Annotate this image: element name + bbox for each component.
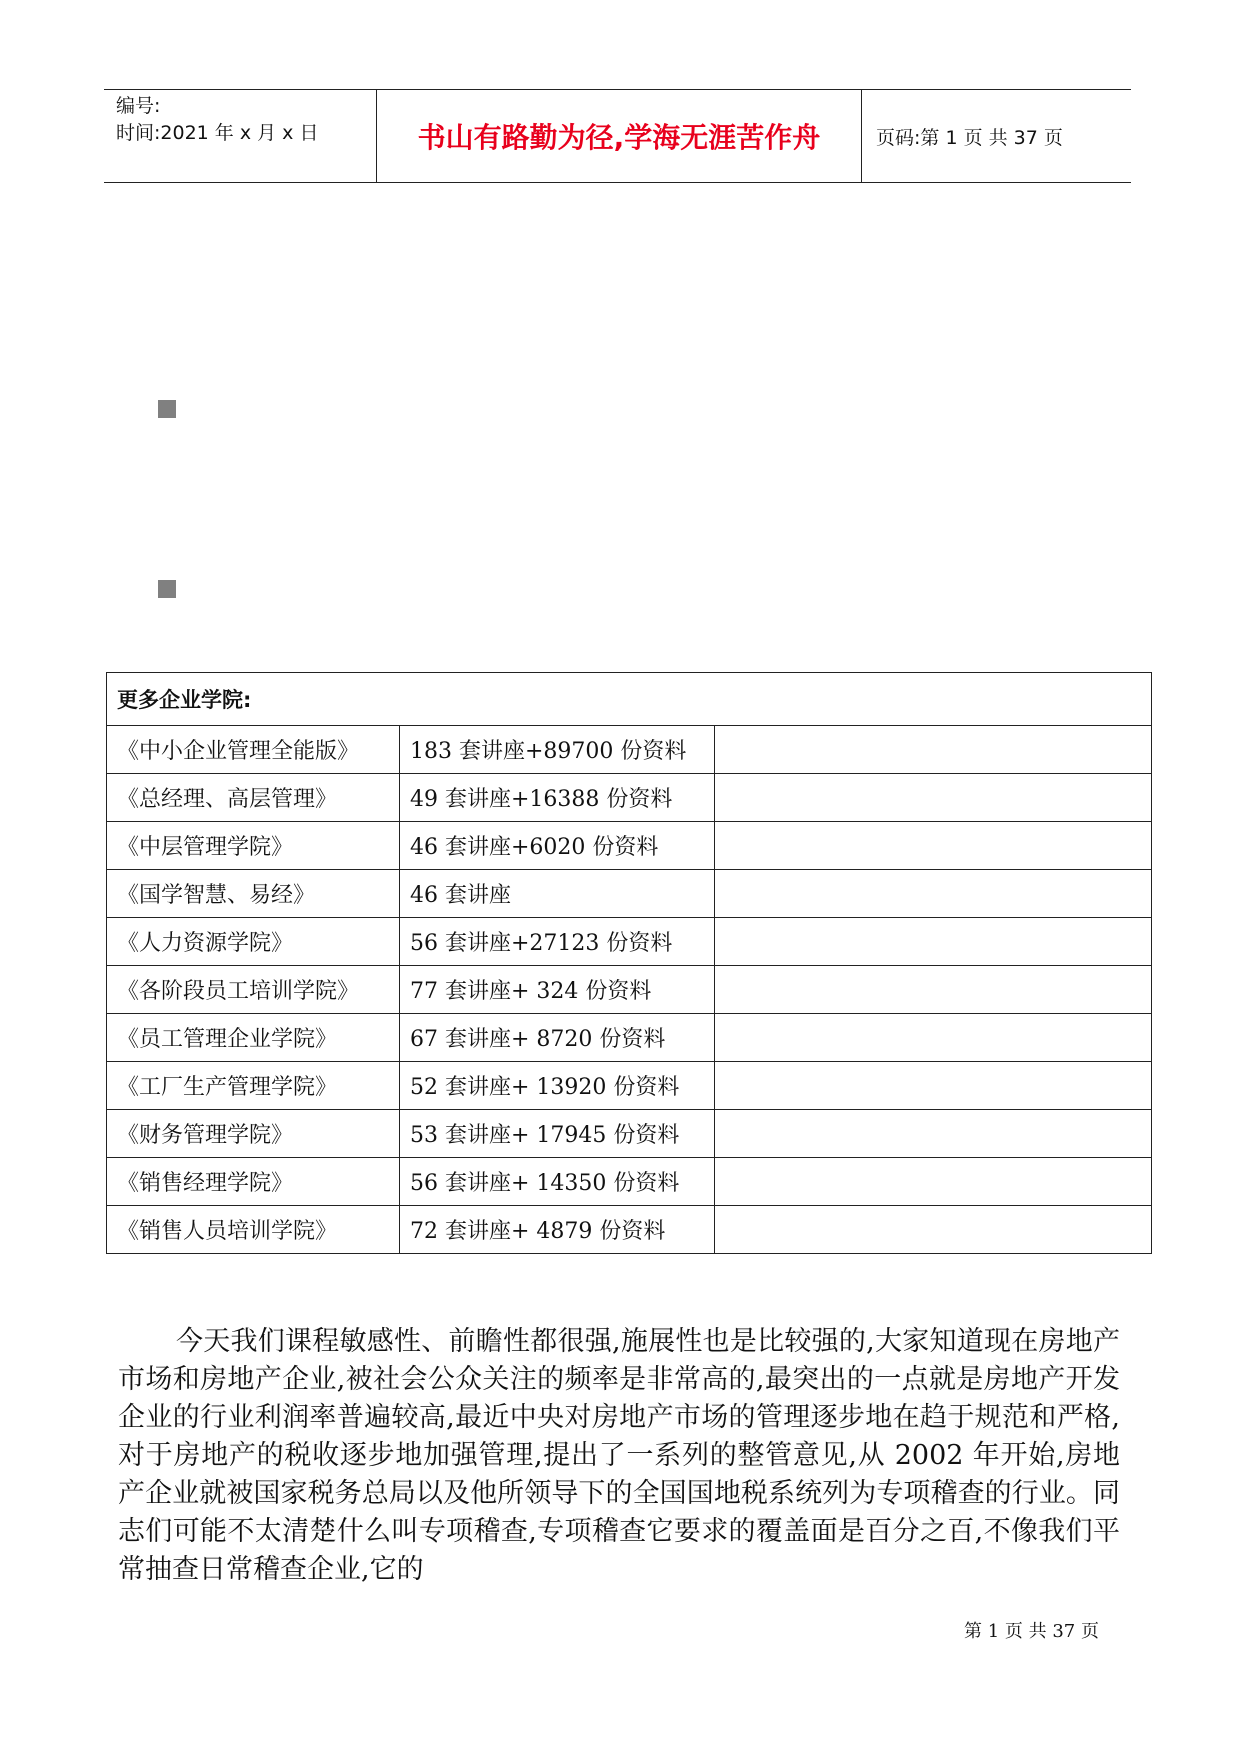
course-name: 《员工管理企业学院》 (107, 1014, 400, 1062)
course-extra (715, 870, 1152, 918)
body-paragraph: 今天我们课程敏感性、前瞻性都很强,施展性也是比较强的,大家知道现在房地产市场和房地产企业,被社会公众关注的频率是非常高的,最突出的一点就是房地产开发企业的行业利润率普遍较高,最近中央对房地产市场的管理逐步地在趋于规范和严格,对于房地产的税收逐步地加强管理,提出了一系列的整管意见,从 2002 年开始,房地产企业就被国家税务总局以及他所领导下的全国国地税系统列为专项稽查的行业。同志们可能不太清楚什么叫专项稽查,专项稽查它要求的覆盖面是百分之百,不像我们平常抽查日常稽查企业,它的 (118, 1326, 1120, 1585)
course-extra (715, 1110, 1152, 1158)
course-detail: 72 套讲座+ 4879 份资料 (400, 1206, 715, 1254)
course-detail: 46 套讲座 (400, 870, 715, 918)
course-detail: 53 套讲座+ 17945 份资料 (400, 1110, 715, 1158)
course-detail: 183 套讲座+89700 份资料 (400, 726, 715, 774)
course-detail: 46 套讲座+6020 份资料 (400, 822, 715, 870)
course-detail: 77 套讲座+ 324 份资料 (400, 966, 715, 1014)
course-name: 《各阶段员工培训学院》 (107, 966, 400, 1014)
table-row (107, 918, 1152, 966)
course-extra (715, 822, 1152, 870)
course-extra (715, 774, 1152, 822)
course-name: 《中层管理学院》 (107, 822, 400, 870)
course-detail: 67 套讲座+ 8720 份资料 (400, 1014, 715, 1062)
course-detail: 56 套讲座+ 14350 份资料 (400, 1158, 715, 1206)
course-extra (715, 1062, 1152, 1110)
table-row (107, 1110, 1152, 1158)
square-bullet-icon (158, 400, 176, 418)
table-row (107, 1062, 1152, 1110)
course-table (106, 672, 1152, 1254)
header-motto: 书山有路勤为径,学海无涯苦作舟 (377, 90, 862, 182)
page-footer: 第 1 页 共 37 页 (964, 1621, 1099, 1642)
table-title: 更多企业学院: (107, 673, 1152, 726)
course-name: 《财务管理学院》 (107, 1110, 400, 1158)
table-row (107, 1206, 1152, 1254)
course-name: 《销售经理学院》 (107, 1158, 400, 1206)
document-number-label: 编号: (116, 95, 161, 117)
course-detail: 49 套讲座+16388 份资料 (400, 774, 715, 822)
course-name: 《人力资源学院》 (107, 918, 400, 966)
page-header (104, 89, 1131, 183)
table-row (107, 1158, 1152, 1206)
table-row (107, 870, 1152, 918)
table-row (107, 1014, 1152, 1062)
table-header-row (107, 673, 1152, 726)
course-name: 《中小企业管理全能版》 (107, 726, 400, 774)
course-detail: 52 套讲座+ 13920 份资料 (400, 1062, 715, 1110)
table-row (107, 726, 1152, 774)
course-name: 《工厂生产管理学院》 (107, 1062, 400, 1110)
course-extra (715, 726, 1152, 774)
course-extra (715, 966, 1152, 1014)
course-extra (715, 1206, 1152, 1254)
table-row (107, 774, 1152, 822)
table-row (107, 966, 1152, 1014)
course-extra (715, 918, 1152, 966)
header-meta (104, 90, 377, 182)
table-row (107, 822, 1152, 870)
course-name: 《总经理、高层管理》 (107, 774, 400, 822)
square-bullet-icon (158, 580, 176, 598)
course-name: 《国学智慧、易经》 (107, 870, 400, 918)
course-extra (715, 1014, 1152, 1062)
header-page-number: 页码:第 1 页 共 37 页 (876, 126, 1063, 149)
document-time-label: 时间:2021 年 x 月 x 日 (116, 122, 319, 144)
course-detail: 56 套讲座+27123 份资料 (400, 918, 715, 966)
course-extra (715, 1158, 1152, 1206)
course-name: 《销售人员培训学院》 (107, 1206, 400, 1254)
